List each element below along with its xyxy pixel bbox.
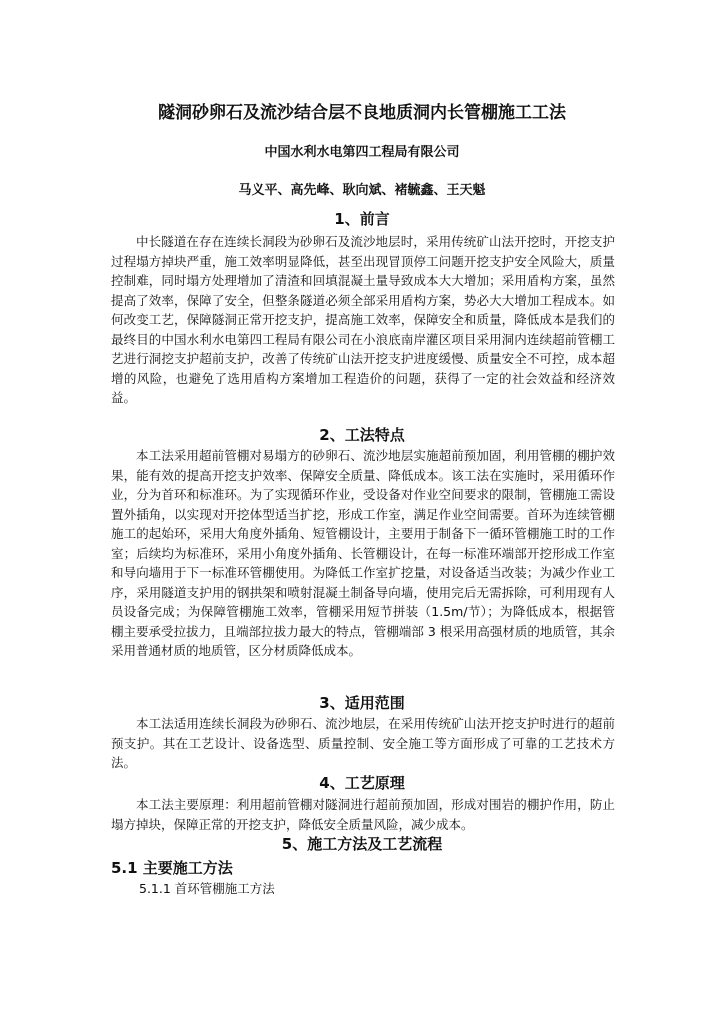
section-3-paragraph: 本工法适用连续长洞段为砂卵石、流沙地层，在采用传统矿山法开挖支护时进行的超前预支护。其在工艺设计、设备选型、质量控制、安全施工等方面形成了可靠的工艺技术方法。 xyxy=(111,716,615,770)
section-4-paragraph: 本工法主要原理：利用超前管棚对隧洞进行超前预加固，形成对围岩的棚护作用，防止塌方掉块，保障正常的开挖支护，降低安全质量风险，减少成本。 xyxy=(111,797,615,832)
subsection-heading-5-1: 5.1 主要施工方法 xyxy=(111,859,233,877)
section-1-paragraph: 中长隧道在存在连续长洞段为砂卵石及流沙地层时，采用传统矿山法开挖时，开挖支护过程塌方掉块严重，施工效率明显降低，甚至出现冒顶停工问题开挖支护安全风险大，质量控制难，同时塌方处理增加了清渣和回填混凝土量导致成本大大增加；采用盾构方案，虽然提高了效率，保障了安全，但整条隧道必须全部采用盾构方案，势必大大增加工程成本。如何改变工艺，保障隧洞正常开挖支护，提高施工效率，保障安全和质量，降低成本是我们的最终目的中国水利水电第四工程局有限公司在小浪底南岸灌区项目采用洞内连续超前管棚工艺进行洞挖支护超前支护，改善了传统矿山法开挖支护进度缓慢、质量安全不可控，成本超增的风险，也避免了选用盾构方案增加工程造价的问题，获得了一定的社会效益和经济效益。 xyxy=(111,234,615,405)
author-list: 马义平、高先峰、耿向斌、褚毓鑫、王天魁 xyxy=(238,183,486,198)
section-heading-3: 3、适用范围 xyxy=(319,694,405,712)
section-heading-2: 2、工法特点 xyxy=(319,426,405,444)
section-heading-1: 1、前言 xyxy=(334,210,390,228)
section-2-paragraph: 本工法采用超前管棚对易塌方的砂卵石、流沙地层实施超前预加固，利用管棚的棚护效果，能有效的提高开挖支护效率、保障安全质量、降低成本。该工法在实施时，采用循环作业，分为首环和标准环。为了实现循环作业，受设备对作业空间要求的限制，管棚施工需设置外插角，以实现对开挖体型适当扩挖，形成工作室，满足作业空间需要。首环为连续管棚施工的起始环，采用大角度外插角、短管棚设计，主要用于制备下一循环管棚施工时的工作室；后续均为标准环，采用小角度外插角、长管棚设计，在每一标准环端部开挖形成工作室和导向墙用于下一标准环管棚使用。为降低工作室扩挖量，对设备适当改装；为减少作业工序，采用隧道支护用的钢拱架和喷射混凝土制备导向墙，使用完后无需拆除，可利用现有人员设备完成；为保障管棚施工效率，管棚采用短节拼装（1.5m/节）；为降低成本，根据管棚主要承受拉拔力，且端部拉拔力最大的特点，管棚端部 3 根采用高强材质的地质管，其余采用普通材质的地质管，区分材质降低成本。 xyxy=(111,448,615,658)
organization-name: 中国水利水电第四工程局有限公司 xyxy=(264,145,460,160)
section-heading-4: 4、工艺原理 xyxy=(319,774,405,792)
subsection-heading-5-1-1: 5.1.1 首环管棚施工方法 xyxy=(139,881,275,896)
document-title: 隧洞砂卵石及流沙结合层不良地质洞内长管棚施工工法 xyxy=(158,103,566,123)
section-heading-5: 5、施工方法及工艺流程 xyxy=(281,835,443,853)
